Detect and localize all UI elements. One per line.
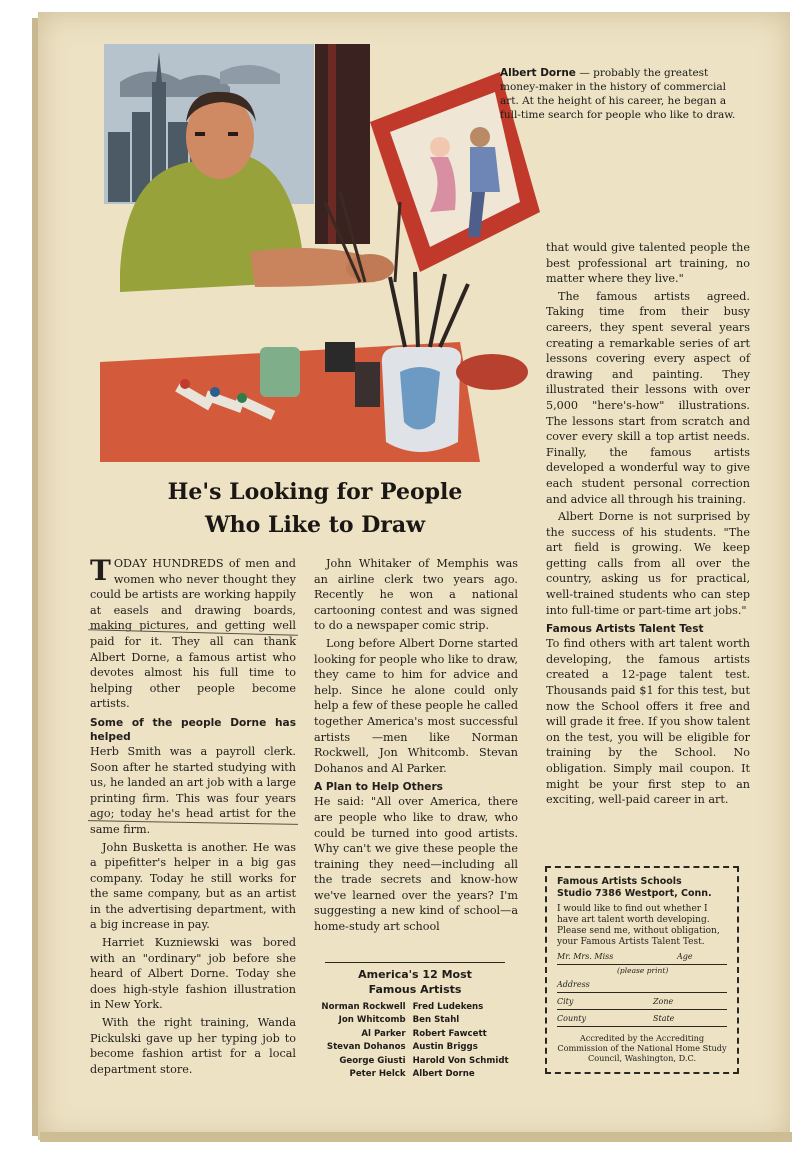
artist-name: George Giusti (339, 1055, 406, 1066)
name-field[interactable] (557, 951, 727, 965)
artist-illustration (100, 42, 540, 472)
zone-label: Zone (653, 997, 674, 1006)
body-paragraph: Albert Dorne is not surprised by the success of his students. "The art field is growing. We keep getting calls from all over the country, asking us for practical, well-trained students who can step into full-time or part-time art jobs." (546, 510, 750, 617)
famous-title-2: Famous Artists (368, 983, 462, 996)
page-bottom-edge (40, 1132, 792, 1142)
table-row (320, 1001, 509, 1014)
intro-text: of men and women who never thought they could be artists are working happily at easels and drawing boards, making pictures, and getting well paid for it. They all can thank Albert Dorne, a famous artist who devotes almost his full time to helping other people become artists. (90, 557, 296, 711)
mail-coupon[interactable] (545, 866, 739, 1074)
coupon-heading-2: Studio 7386 Westport, Conn. (557, 888, 712, 899)
address-label: Address (557, 980, 590, 989)
body-paragraph: John Busketta is another. He was a pipefitter's helper in a big gas company. Today he still works for the same company, but as an artist in the advertising department, with a big increase in pay. (90, 840, 296, 932)
name-label: Mr. Mrs. Miss (557, 952, 614, 961)
curtain (315, 44, 370, 244)
artist-name: Peter Helck (349, 1069, 406, 1080)
jar-brushes (390, 272, 468, 347)
body-paragraph: With the right training, Wanda Pickulski gave up her typing job to become fashion artist for a local department store. (90, 1016, 296, 1076)
table-row (320, 1055, 509, 1068)
artist-name: Fred Ludekens (412, 1002, 484, 1012)
column-2 (314, 556, 518, 937)
artist-name: Ben Stahl (412, 1015, 460, 1026)
artist-eye (195, 132, 205, 136)
divider (325, 962, 505, 963)
body-paragraph: Long before Albert Dorne started looking for people who like to draw, they came to him for advice and help. Since he alone could only help a few of these people he called together America's most successful artists —men like Norman Rockwell, Jon Whitcomb. Stevan Dohanos and Al Parker. (314, 636, 518, 775)
section-heading: Some of the people Dorne has helped (90, 716, 296, 743)
coupon-heading-1: Famous Artists Schools (557, 876, 682, 887)
headline-line-1: He's Looking for People (167, 479, 463, 505)
artist-eye (228, 132, 238, 136)
table-row (320, 1041, 509, 1054)
body-paragraph: John Whitaker of Memphis was an airline clerk two years ago. Recently he won a national cartooning contest and was signed to do a newspaper comic strip. (314, 557, 518, 633)
body-paragraph: Herb Smith was a payroll clerk. Soon after he started studying with us, he landed an art job with a large printing firm. This was four years ago; today he's head artist for the same firm. (90, 744, 296, 836)
state-label: State (653, 1014, 675, 1023)
table-row (320, 1028, 509, 1041)
county-label: County (557, 1014, 586, 1023)
city-label: City (557, 997, 574, 1006)
drawn-woman-head (430, 137, 450, 157)
jar-pattern (400, 367, 440, 430)
accreditation-note: Accredited by the Accrediting Commission of the National Home Study Council, Washington, D.C. (557, 1033, 727, 1063)
ink-bottle (355, 362, 380, 407)
address-field[interactable] (557, 979, 727, 993)
drawn-shirt (470, 147, 500, 192)
body-paragraph: Harriet Kuzniewski was bored with an "ordinary" job before she heard of Albert Dorne. Today she does high-style fashion illustration in New York. (90, 936, 296, 1012)
paint-jar (260, 347, 300, 397)
body-paragraph: To find others with art talent worth developing, the famous artists created a 12-page talent test. Thousands paid $1 for this test, but now the School offers it free and will grade it free. If you show talent on the test, you will be eligible for training by the School. No obligation. Simply mail coupon. It might be your first step to an exciting, well-paid career in art. (546, 637, 750, 807)
artist-name: Albert Dorne (412, 1069, 475, 1080)
artist-name: Austin Briggs (412, 1042, 478, 1053)
water-bowl (456, 354, 528, 390)
headline-line-2: Who Like to Draw (204, 512, 426, 538)
body-paragraph: He said: "All over America, there are people who like to draw, who could be turned into good artists. Why can't we give these people the training they need—including all the trade secrets and know-how we've learned over the years? I'm suggesting a new kind of school—a home-study art school (314, 795, 518, 934)
artist-name: Robert Fawcett (412, 1028, 487, 1039)
famous-artists-box (310, 962, 520, 1081)
artist-name: Jon Whitcomb (338, 1015, 406, 1026)
print-label: (please print) (617, 966, 669, 975)
column-3 (546, 240, 750, 810)
county-field[interactable] (557, 1013, 727, 1027)
coupon-body: I would like to find out whether I have art talent worth developing. Please send me, without obligation, your Famous Artists Talent Test. (557, 904, 720, 947)
caption-name: Albert Dorne (500, 67, 576, 79)
table-row (320, 1068, 509, 1081)
drawn-man-head (470, 127, 490, 147)
body-paragraph: The famous artists agreed. Taking time from their busy careers, they spent several years creating a remarkable series of art lessons covering every aspect of drawing and painting. They illustrated their lessons with over 5,000 "here's-how" illustrations. The lessons start from scratch and cover every skill a top artist needs. Finally, the famous artists developed a wonderful way to give each student personal correction and advice all through his training. (546, 289, 750, 506)
artist-name: Al Parker (361, 1028, 406, 1039)
drop-cap: T (90, 554, 111, 587)
intro-smallcaps: ODAY HUNDREDS (113, 557, 224, 570)
section-heading: Famous Artists Talent Test (546, 623, 704, 636)
body-paragraph: that would give talented people the best professional art training, no matter where they live." (546, 241, 750, 286)
artist-name: Norman Rockwell (321, 1002, 406, 1012)
artists-table (320, 1001, 509, 1081)
caption-text: — probably the greatest money-maker in the history of commercial art. At the height of his career, he began a full-time search for people who like to draw. (500, 67, 736, 121)
city-field[interactable] (557, 996, 727, 1010)
illustration-caption (500, 66, 740, 122)
section-heading: A Plan to Help Others (314, 781, 443, 794)
ink-bottle (325, 342, 355, 372)
ad-headline (120, 476, 510, 542)
famous-title-1: America's 12 Most (358, 968, 472, 981)
table-row (320, 1014, 509, 1027)
age-label: Age (677, 952, 693, 961)
artist-name: Harold Von Schmidt (412, 1055, 509, 1066)
artist-name: Stevan Dohanos (326, 1042, 406, 1053)
